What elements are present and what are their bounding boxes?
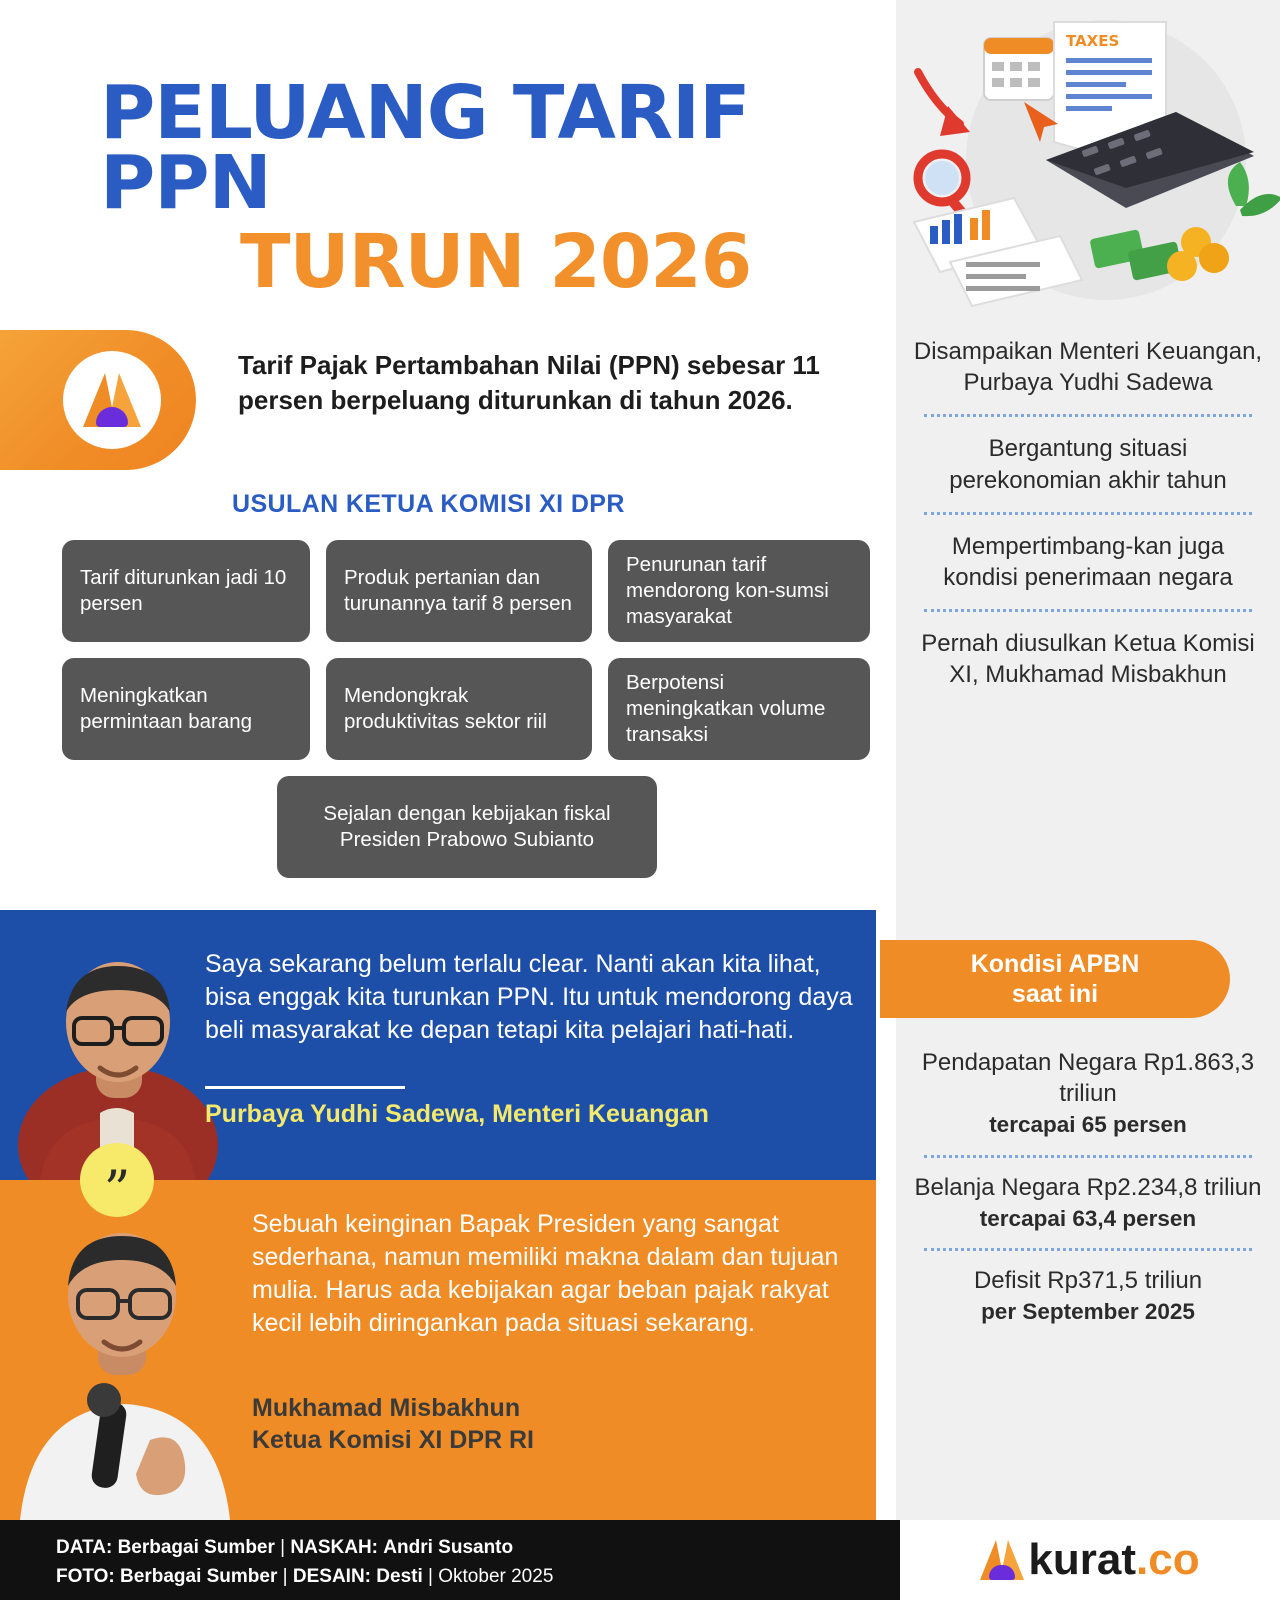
- apbn-badge-line1: Kondisi APBN: [970, 950, 1140, 978]
- lead-paragraph: Tarif Pajak Pertambahan Nilai (PPN) sebesar 11 persen berpeluang diturunkan di tahun 2026.: [238, 350, 820, 415]
- page-title: PELUANG TARIF PPN: [100, 70, 750, 227]
- footer-naskah-value: Andri Susanto: [383, 1537, 514, 1558]
- footer-desain-value: Desti: [376, 1565, 423, 1587]
- title-block: [100, 70, 900, 305]
- proposal-chip: Penurunan tarif mendorong kon-sumsi masyarakat: [608, 540, 870, 642]
- apbn-badge: [880, 940, 1230, 1018]
- proposal-row-2: [62, 658, 872, 760]
- brand-logo-circle: [63, 351, 161, 449]
- portrait-misbakhun: [0, 1190, 230, 1520]
- quote-attribution-minister: Purbaya Yudhi Sadewa, Menteri Keuangan: [205, 1100, 709, 1128]
- footer-credits-line1: [56, 1534, 553, 1563]
- quote-attribution-dpr-name: Mukhamad Misbakhun: [252, 1394, 521, 1422]
- akurat-logo: [980, 1535, 1199, 1585]
- apbn-badge-line2: saat ini: [1011, 980, 1099, 1008]
- quote-attribution-dpr-role: Ketua Komisi XI DPR RI: [252, 1425, 534, 1454]
- footer-credits: [56, 1534, 553, 1591]
- quote-attribution-dpr: [252, 1393, 534, 1456]
- footer-separator: |: [280, 1537, 286, 1558]
- akurat-a-icon: [980, 1540, 1024, 1580]
- proposal-row-1: [62, 540, 872, 642]
- right-point: Pernah diusulkan Ketua Komisi XI, Mukhamad Misbakhun: [921, 630, 1255, 689]
- dotted-divider: [924, 414, 1252, 417]
- footer-data-value: Berbagai Sumber: [117, 1537, 275, 1558]
- page-subtitle: TURUN 2026: [240, 218, 752, 305]
- apbn-item: [906, 1253, 1270, 1339]
- proposal-chip: Sejalan dengan kebijakan fiskal Presiden Prabowo Subianto: [277, 776, 657, 878]
- apbn-item-sub: tercapai 65 persen: [989, 1112, 1187, 1138]
- apbn-item-sub: per September 2025: [981, 1299, 1195, 1325]
- proposal-row-3: [62, 776, 872, 878]
- proposal-chip: Produk pertanian dan turunannya tarif 8 persen: [326, 540, 592, 642]
- right-point: Mempertimbang-kan juga kondisi penerimaan negara: [943, 532, 1233, 591]
- dotted-divider: [924, 1155, 1252, 1158]
- apbn-item-main: Pendapatan Negara Rp1.863,3 triliun: [921, 1049, 1255, 1108]
- right-point: Bergantung situasi perekonomian akhir tahun: [949, 435, 1227, 494]
- apbn-item: [906, 1035, 1270, 1153]
- tax-illustration: [896, 10, 1280, 320]
- dotted-divider: [924, 1248, 1252, 1251]
- quote-divider: [205, 1086, 405, 1089]
- svg-text:TAXES: TAXES: [1066, 32, 1120, 50]
- footer-data-label: DATA:: [56, 1537, 113, 1558]
- quote-text-dpr: Sebuah keinginan Bapak Presiden yang sangat sederhana, namun memiliki makna dalam dan tujuan mulia. Harus ada kebijakan agar beban pajak rakyat kecil lebih diringankan pada situasi sekarang.: [252, 1210, 839, 1337]
- tax-illustration-image: [896, 10, 1280, 320]
- footer-separator: |: [428, 1565, 433, 1587]
- apbn-list: [906, 1035, 1270, 1339]
- footer-credits-line2: [56, 1563, 553, 1592]
- dotted-divider: [924, 609, 1252, 612]
- akurat-logo-name: kurat: [1028, 1535, 1136, 1584]
- apbn-item-sub: tercapai 63,4 persen: [979, 1205, 1197, 1231]
- footer-date: Oktober 2025: [438, 1565, 554, 1587]
- footer-foto-value: Berbagai Sumber: [120, 1565, 278, 1587]
- apbn-item-main: Belanja Negara Rp2.234,8 triliun: [914, 1173, 1262, 1201]
- right-point: Disampaikan Menteri Keuangan, Purbaya Yudhi Sadewa: [913, 338, 1263, 397]
- dotted-divider: [924, 512, 1252, 515]
- proposal-chip: Meningkatkan permintaan barang: [62, 658, 310, 760]
- brand-logo-badge: [0, 330, 196, 470]
- apbn-item: [906, 1160, 1270, 1246]
- apbn-item-main: Defisit Rp371,5 triliun: [973, 1266, 1203, 1294]
- proposal-chip-grid: [62, 540, 872, 894]
- footer-foto-label: FOTO:: [56, 1565, 115, 1587]
- footer-brand: [900, 1520, 1280, 1600]
- section-heading: USULAN KETUA KOMISI XI DPR: [232, 490, 625, 518]
- akurat-logo-suffix: .co: [1136, 1535, 1200, 1584]
- footer-desain-label: DESAIN:: [292, 1565, 371, 1587]
- quote-text-minister: Saya sekarang belum terlalu clear. Nanti akan kita lihat, bisa enggak kita turunkan PPN. Itu untuk mendorong daya beli masyarakat ke depan tetapi kita pelajari hati-hati.: [205, 950, 853, 1044]
- akurat-a-icon: [83, 373, 141, 427]
- right-points-list: [906, 322, 1270, 705]
- proposal-chip: Tarif diturunkan jadi 10 persen: [62, 540, 310, 642]
- footer-separator: |: [282, 1565, 288, 1587]
- quote-mark-icon: ”: [80, 1143, 154, 1217]
- proposal-chip: Berpotensi meningkatkan volume transaksi: [608, 658, 870, 760]
- proposal-chip: Mendongkrak produktivitas sektor riil: [326, 658, 592, 760]
- footer-naskah-label: NASKAH:: [290, 1537, 378, 1558]
- portrait-misbakhun-image: [0, 1190, 230, 1520]
